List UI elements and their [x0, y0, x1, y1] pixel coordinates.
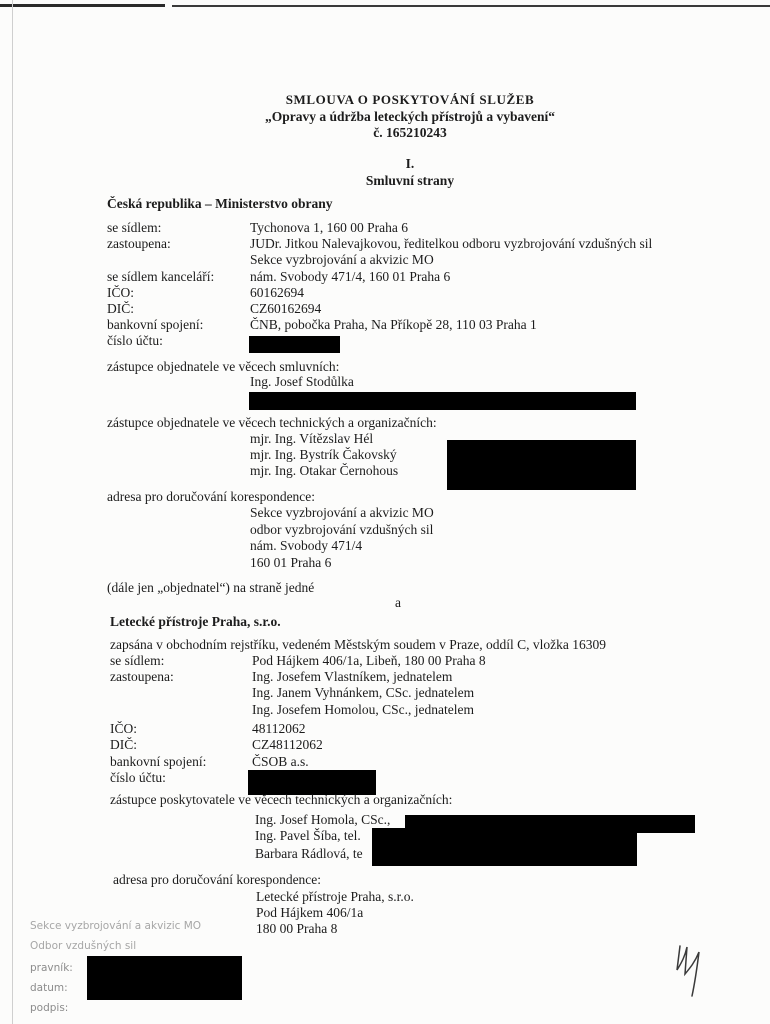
party2-account-label: číslo účtu:: [110, 770, 166, 785]
stamp-lawyer-label: pravník:: [30, 962, 73, 974]
party2-represented-line: Ing. Josefem Vlastníkem, jednatelem: [252, 669, 453, 684]
party1-represented-label: zastoupena:: [107, 236, 171, 251]
party1-correspondence-line: odbor vyzbrojování vzdušných sil: [250, 522, 434, 537]
party1-correspondence-line: 160 01 Praha 6: [250, 555, 332, 570]
party1-represented-line: Sekce vyzbrojování a akvizic MO: [250, 252, 434, 267]
party1-dic-value: CZ60162694: [250, 301, 322, 316]
party2-bank-value: ČSOB a.s.: [252, 754, 309, 769]
party2-tech-rep: Barbara Rádlová, te: [255, 846, 363, 861]
redaction-bar: [249, 336, 340, 353]
party2-tech-rep: Ing. Josef Homola, CSc.,: [255, 812, 391, 827]
parties-connector: a: [395, 595, 401, 610]
party2-ico-value: 48112062: [252, 721, 306, 736]
party1-office-label: se sídlem kanceláří:: [107, 269, 215, 284]
party2-name: Letecké přístroje Praha, s.r.o.: [110, 614, 281, 629]
party2-correspondence-line: Letecké přístroje Praha, s.r.o.: [256, 889, 414, 904]
party1-office-value: nám. Svobody 471/4, 160 01 Praha 6: [250, 269, 451, 284]
party2-correspondence-line: Pod Hájkem 406/1a: [256, 905, 364, 920]
document-title: SMLOUVA O POSKYTOVÁNÍ SLUŽEB: [285, 92, 535, 107]
party1-bank-label: bankovní spojení:: [107, 317, 204, 332]
party2-correspondence-line: 180 00 Praha 8: [256, 921, 338, 936]
scan-edge-line: [172, 5, 770, 7]
party1-represented-line: JUDr. Jitkou Nalevajkovou, ředitelkou odboru vyzbrojování vzdušných sil: [250, 236, 653, 251]
redaction-block: [87, 956, 242, 1000]
document-subject: „Opravy a údržba leteckých přístrojů a vybavení“: [265, 109, 555, 124]
party1-ico-label: IČO:: [107, 285, 134, 300]
party2-represented-label: zastoupena:: [110, 669, 174, 684]
party1-dic-label: DIČ:: [107, 301, 134, 316]
party2-dic-label: DIČ:: [110, 737, 137, 752]
party2-registry: zapsána v obchodním rejstříku, vedeném Městským soudem v Praze, oddíl C, vložka 16309: [110, 637, 607, 652]
stamp-date-label: datum:: [30, 982, 68, 994]
contract-number: č. 165210243: [373, 125, 447, 140]
party2-bank-label: bankovní spojení:: [110, 754, 207, 769]
party2-seat-value: Pod Hájkem 406/1a, Libeň, 180 00 Praha 8: [252, 653, 486, 668]
party1-account-label: číslo účtu:: [107, 333, 163, 348]
stamp-signature-label: podpis:: [30, 1002, 69, 1014]
party2-dic-value: CZ48112062: [252, 737, 323, 752]
party1-correspondence-line: nám. Svobody 471/4: [250, 538, 363, 553]
party2-tech-rep: Ing. Pavel Šíba, tel.: [255, 828, 361, 843]
party1-tech-rep: mjr. Ing. Bystrík Čakovský: [250, 447, 397, 462]
party1-correspondence-label: adresa pro doručování korespondence:: [107, 489, 316, 504]
party1-correspondence-line: Sekce vyzbrojování a akvizic MO: [250, 505, 434, 520]
party2-represented-line: Ing. Josefem Homolou, CSc., jednatelem: [252, 702, 474, 717]
redaction-block: [372, 828, 637, 866]
redaction-block: [447, 440, 636, 490]
party1-name: Česká republika – Ministerstvo obrany: [107, 196, 333, 211]
party1-contract-rep-label: zástupce objednatele ve věcech smluvních:: [107, 359, 340, 374]
stamp-line-section: Sekce vyzbrojování a akvizic MO: [30, 920, 202, 932]
article-number: I.: [405, 156, 415, 171]
handwritten-initials: [670, 938, 710, 1000]
party1-tech-rep: mjr. Ing. Otakar Černohous: [250, 463, 399, 478]
scan-edge-line: [12, 0, 13, 1024]
stamp-line-department: Odbor vzdušných sil: [30, 940, 137, 952]
party1-ico-value: 60162694: [250, 285, 304, 300]
party1-designation: (dále jen „objednatel“) na straně jedné: [107, 580, 315, 595]
party2-seat-label: se sídlem:: [110, 653, 165, 668]
party2-represented-line: Ing. Janem Vyhnánkem, CSc. jednatelem: [252, 685, 475, 700]
party2-tech-rep-label: zástupce poskytovatele ve věcech technických a organizačních:: [110, 792, 453, 807]
scan-edge-line: [0, 4, 165, 7]
redaction-bar: [249, 392, 636, 410]
party1-tech-rep: mjr. Ing. Vítězslav Hél: [250, 431, 374, 446]
party1-seat-label: se sídlem:: [107, 220, 162, 235]
party2-ico-label: IČO:: [110, 721, 137, 736]
party1-tech-rep-label: zástupce objednatele ve věcech technických a organizačních:: [107, 415, 437, 430]
party1-contract-rep-name: Ing. Josef Stodůlka: [250, 374, 354, 389]
article-title: Smluvní strany: [365, 173, 455, 188]
party1-bank-value: ČNB, pobočka Praha, Na Příkopě 28, 110 03 Praha 1: [250, 317, 537, 332]
party1-seat-value: Tychonova 1, 160 00 Praha 6: [250, 220, 409, 235]
party2-correspondence-label: adresa pro doručování korespondence:: [113, 872, 322, 887]
